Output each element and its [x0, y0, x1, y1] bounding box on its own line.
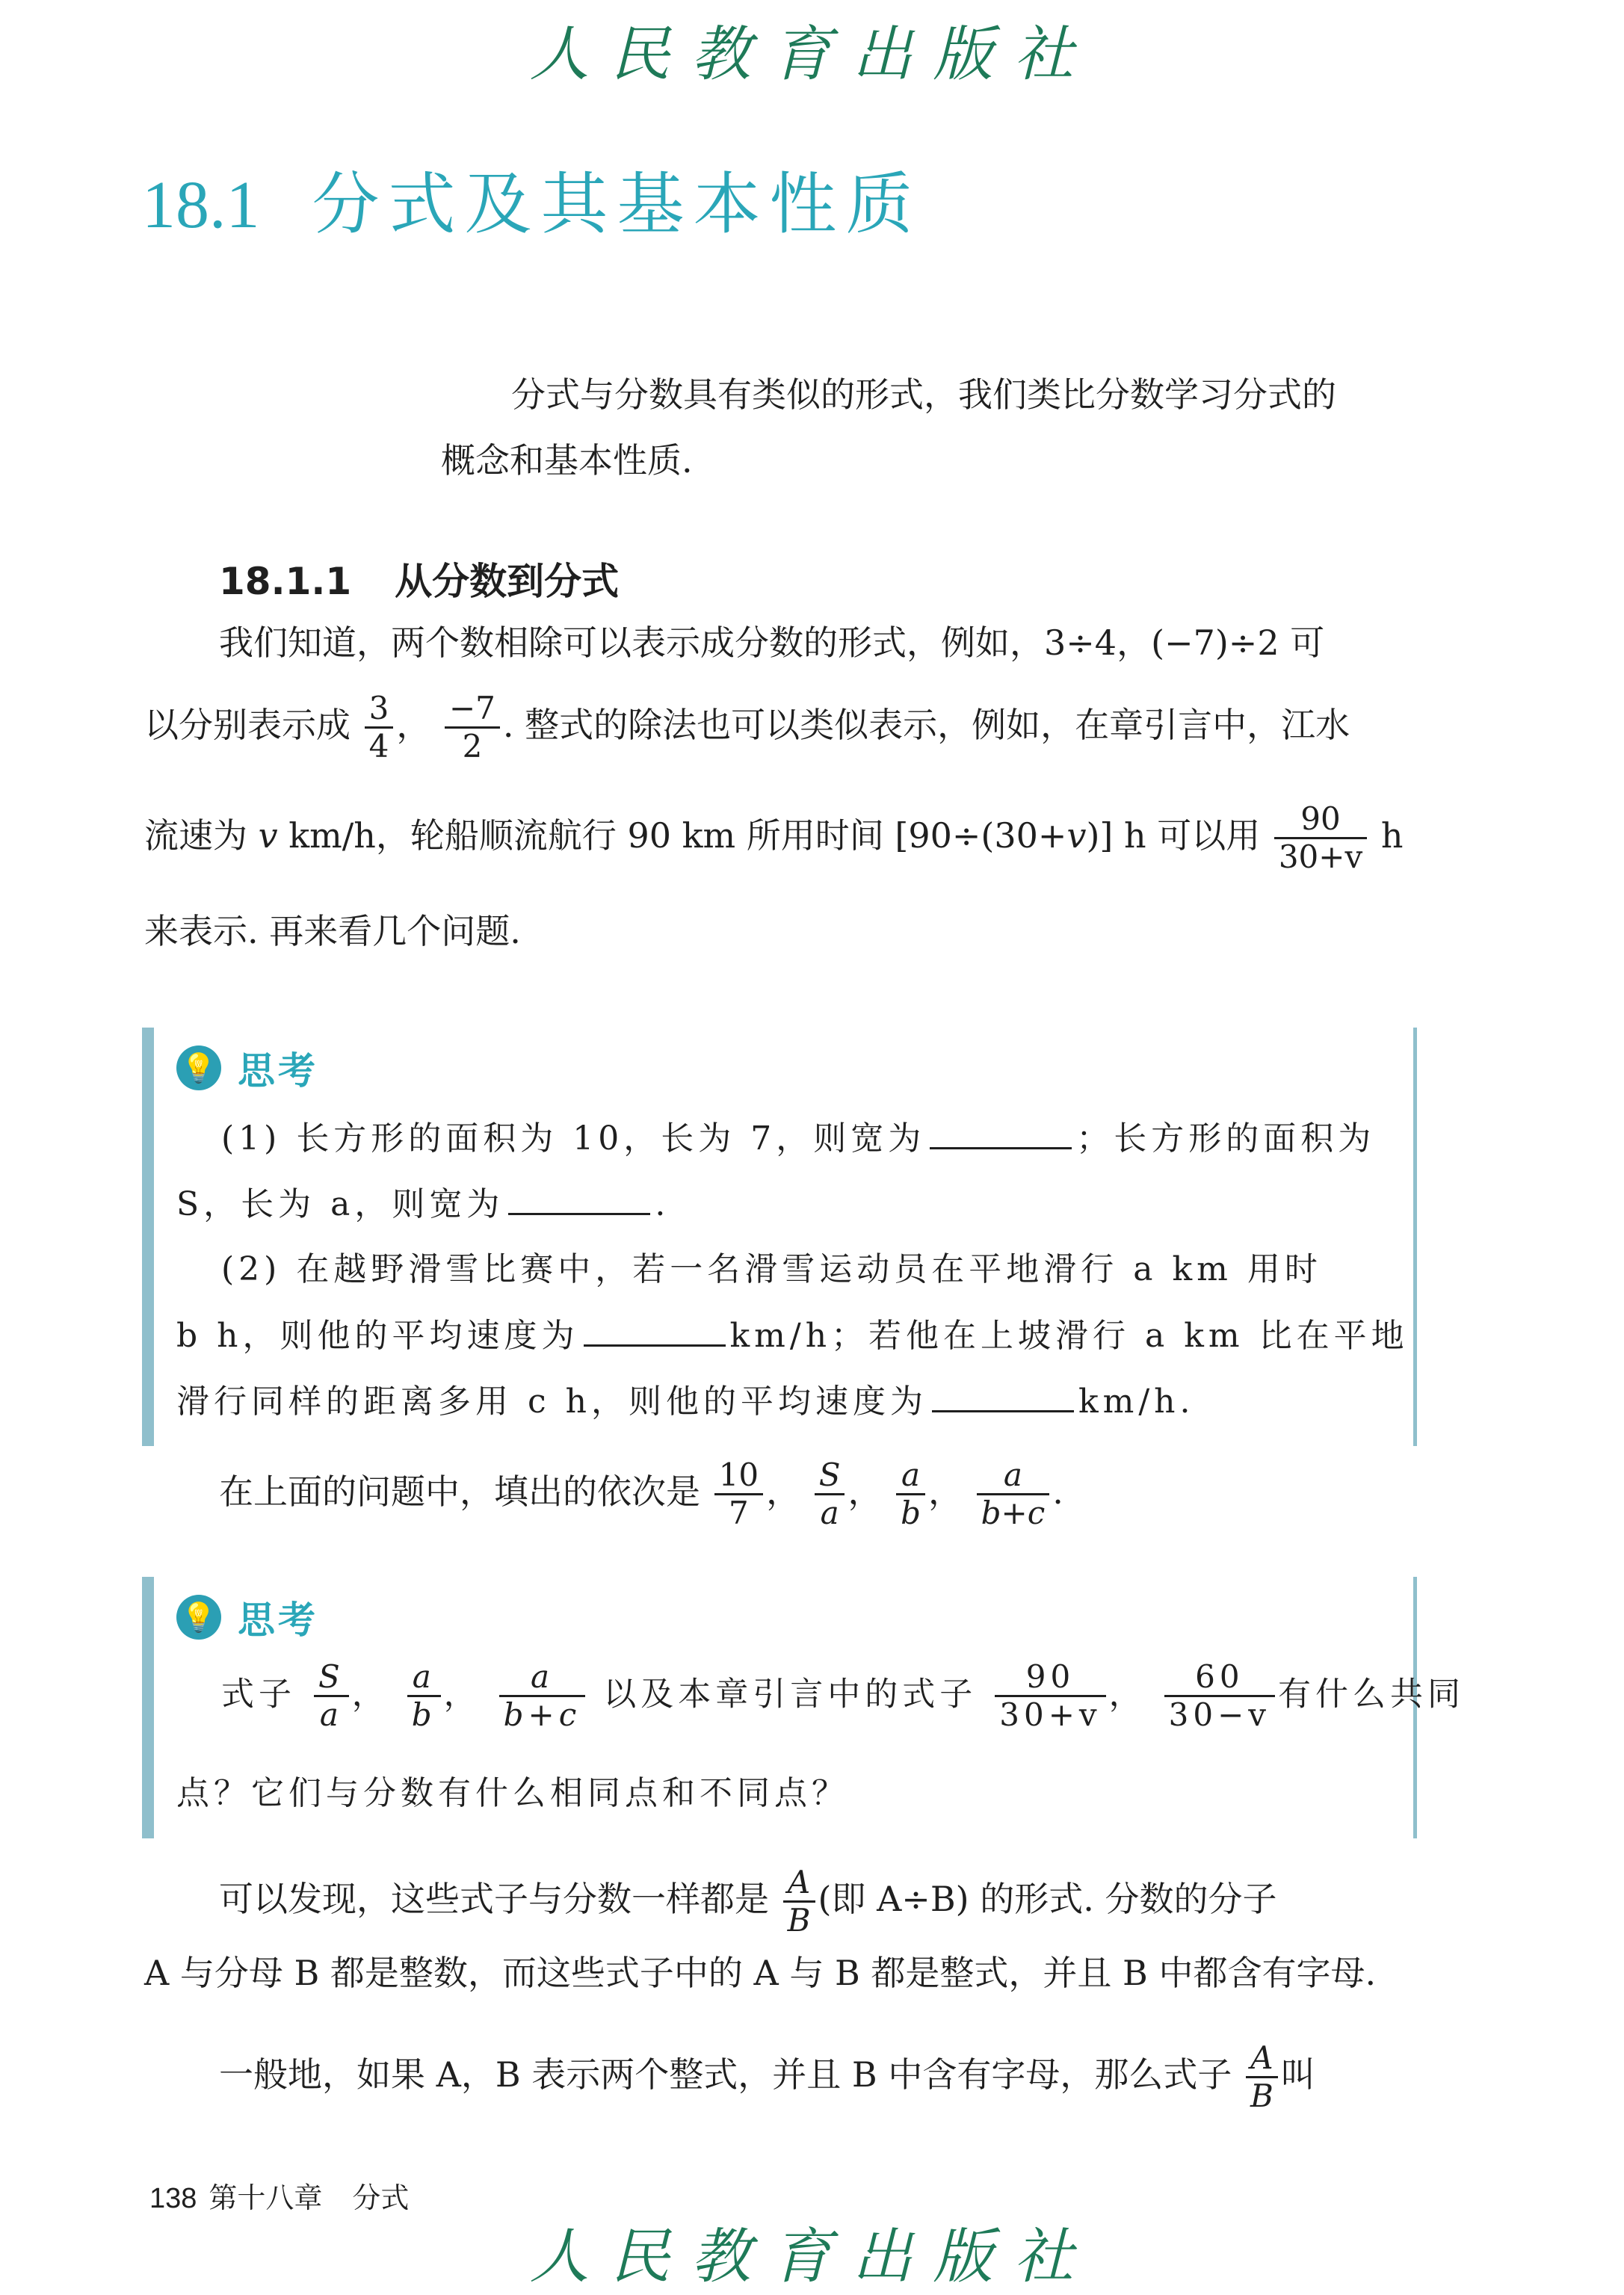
fraction-S-a: $\frac{S}{a}$ — [815, 1457, 845, 1532]
think-header — [176, 1590, 318, 1644]
publisher-logo-bottom: 人民教育出版社 — [529, 2222, 1095, 2291]
answers-line: 在上面的问题中，填出的依次是 $\frac{10}{7}$ ， $\frac{S}{a}$ ， $\frac{a}{b}$ ， $\frac{a}{b+c}$ . — [219, 1457, 1063, 1532]
fraction-a-b: $\frac{a}{b}$ — [407, 1659, 441, 1734]
lightbulb-head-icon: 💡 — [176, 1045, 221, 1090]
q1-line1: (1) 长方形的面积为 10，长为 7，则宽为 ；长方形的面积为 — [221, 1117, 1375, 1159]
intro-line-1: 分式与分数具有类似的形式，我们类比分数学习分式的 — [511, 374, 1336, 415]
fraction-neg7-2: $\frac{-7}{2}$ — [445, 691, 500, 765]
fraction-a-b: $\frac{a}{b}$ — [896, 1457, 925, 1532]
fraction-A-B: $\frac{A}{B}$ — [783, 1865, 815, 1939]
fraction-90-over-30-plus-v: $\frac{90}{30+v}$ — [995, 1659, 1105, 1734]
fraction-10-7: $\frac{10}{7}$ — [714, 1457, 763, 1532]
think-box-2 — [142, 1577, 1466, 1838]
chapter-label: 第十八章 — [209, 2181, 323, 2214]
lightbulb-head-icon: 💡 — [176, 1595, 221, 1640]
para1-line3: 流速为 v km/h，轮船顺流航行 90 km 所用时间 [90÷(30+v)] h 可以用 $\frac{90}{30+v}$ h — [144, 800, 1404, 876]
fraction-S-a: $\frac{S}{a}$ — [314, 1659, 349, 1734]
fraction-60-over-30-minus-v: $\frac{60}{30-v}$ — [1164, 1659, 1275, 1734]
think-box-1 — [142, 1028, 1417, 1446]
q1-line2: S，长为 a，则宽为 . — [176, 1183, 670, 1225]
section-title — [142, 149, 922, 247]
think-header — [176, 1041, 318, 1095]
para2-line2: A 与分母 B 都是整数，而这些式子中的 A 与 B 都是整式，并且 B 中都含有字母. — [144, 1953, 1377, 1993]
box2-line2: 点？它们与分数有什么相同点和不同点？ — [176, 1774, 849, 1812]
para2-line3: 一般地，如果 A，B 表示两个整式，并且 B 中含有字母，那么式子 $\frac{A}{B}$ 叫 — [219, 2039, 1315, 2115]
answer-blank[interactable] — [508, 1183, 650, 1215]
publisher-logo-top: 人民教育出版社 — [529, 19, 1095, 89]
q2-line1: (2) 在越野滑雪比赛中，若一名滑雪运动员在平地滑行 a km 用时 — [221, 1250, 1322, 1288]
think-label: 思考 — [238, 1049, 318, 1093]
para2-line1: 可以发现，这些式子与分数一样都是 $\frac{A}{B}$ (即 A÷B) 的形式. 分数的分子 — [219, 1864, 1277, 1939]
para1-line1: 我们知道，两个数相除可以表示成分数的形式，例如，3÷4，(−7)÷2 可 — [219, 623, 1325, 663]
para1-line2: 以分别表示成 $\frac{3}{4}$ ， $\frac{-7}{2}$ . 整式的除法也可以类似表示，例如，在章引言中，江水 — [144, 690, 1350, 765]
para1-text: . 整式的除法也可以类似表示，例如，在章引言中，江水 — [502, 704, 1350, 745]
chapter-topic: 分式 — [352, 2181, 410, 2214]
intro-line-2: 概念和基本性质. — [441, 440, 693, 481]
answer-blank[interactable] — [932, 1380, 1074, 1412]
section-number: 18.1 — [142, 168, 260, 242]
fraction-a-b-plus-c: $\frac{a}{b+c}$ — [977, 1457, 1050, 1532]
subsection-title: 从分数到分式 — [395, 560, 620, 603]
para1-line4: 来表示. 再来看几个问题. — [144, 911, 521, 951]
q2-line2: b h，则他的平均速度为 km/h；若他在上坡滑行 a km 比在平地 — [176, 1315, 1409, 1356]
box2-line1: 式子 $\frac{S}{a}$ ， $\frac{a}{b}$ ， $\frac{a}{b+c}$ 以及本章引言中的式子 $\frac{90}{30+v}$ ， $\frac{60}{30-v}$ 有什么共同 — [221, 1658, 1466, 1734]
fraction-A-B: $\frac{A}{B}$ — [1246, 2040, 1278, 2115]
section-title-text: 分式及其基本性质 — [312, 165, 922, 244]
page-number: 138 — [149, 2183, 197, 2214]
q2-line3: 滑行同样的距离多用 c h，则他的平均速度为 km/h. — [176, 1380, 1195, 1422]
subsection-number: 18.1.1 — [219, 560, 352, 603]
fraction-3-4: $\frac{3}{4}$ — [365, 691, 394, 765]
fraction-90-over-30-plus-v: $\frac{90}{30+v}$ — [1274, 801, 1367, 876]
fraction-a-b-plus-c: $\frac{a}{b+c}$ — [499, 1659, 586, 1734]
answer-blank[interactable] — [584, 1315, 726, 1347]
subsection-heading — [219, 552, 619, 605]
think-label: 思考 — [238, 1599, 318, 1642]
para1-text: 以分别表示成 — [144, 704, 351, 745]
answer-blank[interactable] — [930, 1117, 1072, 1149]
